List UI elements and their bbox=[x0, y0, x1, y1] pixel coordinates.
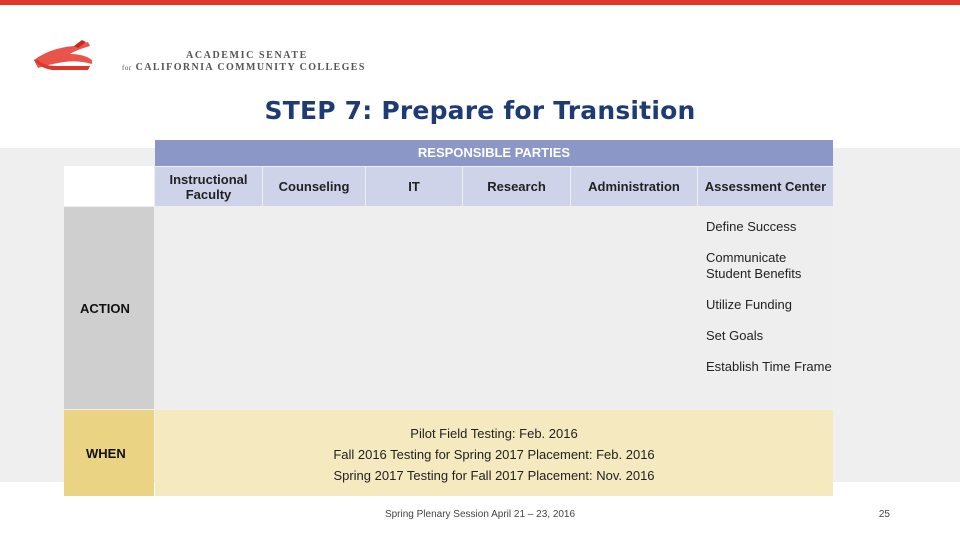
column-header-it: IT bbox=[366, 167, 462, 206]
action-cell-administration bbox=[571, 207, 697, 409]
column-header-assessment-center: Assessment Center bbox=[698, 167, 833, 206]
column-header-administration: Administration bbox=[571, 167, 697, 206]
page-number: 25 bbox=[878, 509, 890, 520]
when-line: Pilot Field Testing: Feb. 2016 bbox=[410, 426, 578, 441]
org-line-2-text: CALIFORNIA COMMUNITY COLLEGES bbox=[135, 62, 366, 73]
action-item: Define Success bbox=[706, 219, 797, 234]
column-header-counseling: Counseling bbox=[263, 167, 365, 206]
footer-session-text: Spring Plenary Session April 21 – 23, 2016 bbox=[384, 509, 576, 520]
academic-senate-logo-icon bbox=[30, 38, 94, 74]
action-cell-research bbox=[463, 207, 570, 409]
org-line-2 bbox=[122, 62, 366, 73]
action-cell-assessment-center bbox=[698, 207, 833, 409]
action-item: Utilize Funding bbox=[706, 297, 792, 312]
when-cell bbox=[155, 410, 833, 496]
top-accent-bar bbox=[0, 0, 960, 5]
action-item: Establish Time Frame bbox=[706, 359, 832, 374]
organization-name bbox=[122, 50, 366, 73]
column-header-research: Research bbox=[463, 167, 570, 206]
action-cell-counseling bbox=[263, 207, 365, 409]
column-header-instructional-faculty: Instructional Faculty bbox=[155, 167, 262, 206]
action-cell-it bbox=[366, 207, 462, 409]
slide-title: STEP 7: Prepare for Transition bbox=[264, 96, 696, 125]
org-line-2-prefix: for bbox=[122, 64, 132, 72]
responsible-parties-header: RESPONSIBLE PARTIES bbox=[155, 140, 833, 166]
when-row-label: WHEN bbox=[64, 410, 154, 496]
table-corner-blank bbox=[64, 166, 154, 206]
org-line-1: ACADEMIC SENATE bbox=[186, 50, 308, 61]
when-line: Fall 2016 Testing for Spring 2017 Placement: Feb. 2016 bbox=[333, 447, 655, 462]
action-item: Set Goals bbox=[706, 328, 764, 343]
action-row-label: ACTION bbox=[64, 207, 154, 409]
action-cell-instructional-faculty bbox=[155, 207, 262, 409]
action-item: Communicate Student Benefits bbox=[706, 250, 802, 281]
when-line: Spring 2017 Testing for Fall 2017 Placement: Nov. 2016 bbox=[333, 468, 655, 483]
